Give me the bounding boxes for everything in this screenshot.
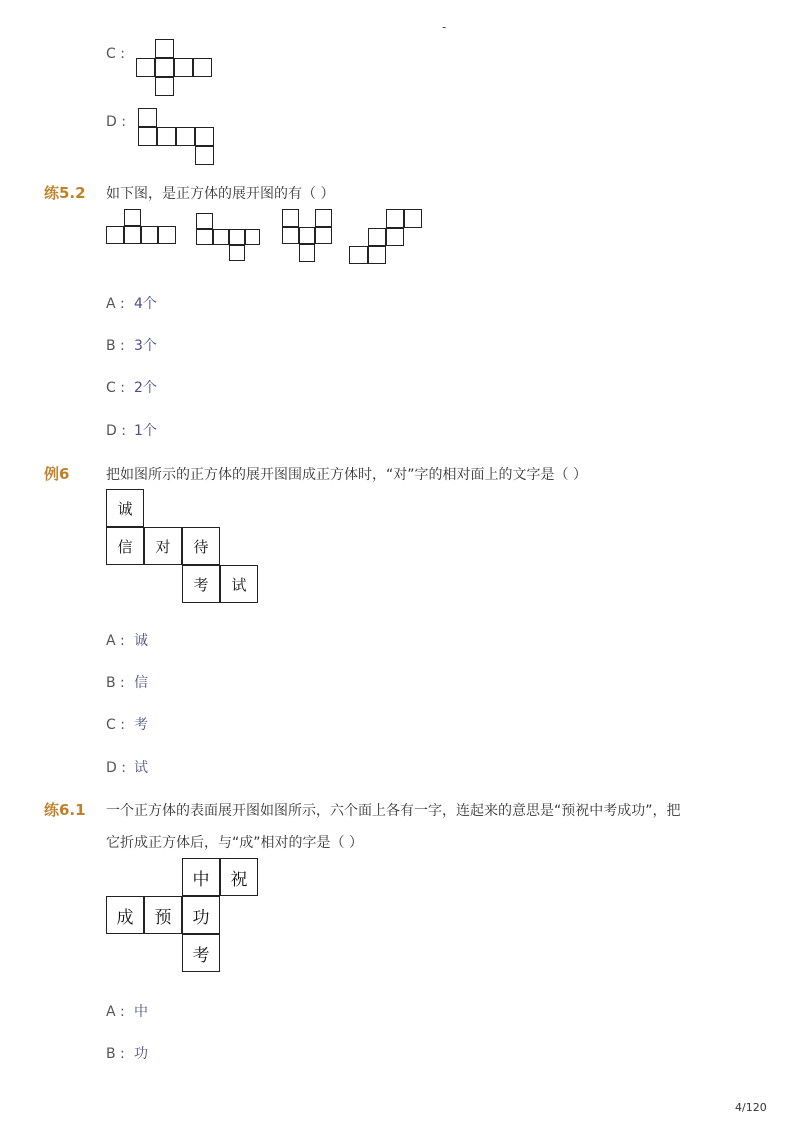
option-c[interactable]: C : 2个 (106, 380, 157, 396)
option-d[interactable]: D : 1个 (106, 423, 157, 439)
question-label: 例6 (44, 465, 70, 483)
option-c-label: C : (106, 46, 125, 62)
header-mark: - (442, 20, 447, 34)
net-cell: 待 (182, 527, 220, 565)
option-a[interactable]: A : 诚 (106, 633, 148, 649)
net-cell: 预 (144, 896, 182, 934)
option-b[interactable]: B : 信 (106, 675, 148, 691)
question-text-line1: 一个正方体的表面展开图如图所示，六个面上各有一字，连起来的意思是“预祝中考成功”，把 (106, 803, 681, 819)
option-a[interactable]: A : 4个 (106, 296, 157, 312)
net-cell: 祝 (220, 858, 258, 896)
net-cell: 诚 (106, 489, 144, 527)
option-a[interactable]: A : 中 (106, 1004, 148, 1020)
option-b[interactable]: B : 功 (106, 1046, 148, 1062)
question-label: 练5.2 (44, 184, 86, 202)
question-label: 练6.1 (44, 801, 86, 819)
option-c[interactable]: C : 考 (106, 717, 148, 733)
question-text-line2: 它折成正方体后，与“成”相对的字是（ ） (106, 835, 363, 851)
question-text: 如下图，是正方体的展开图的有（ ） (106, 186, 335, 202)
net-cell: 信 (106, 527, 144, 565)
net-cell: 中 (182, 858, 220, 896)
page-number: 4/120 (735, 1101, 767, 1114)
net-cell: 考 (182, 565, 220, 603)
option-d-label: D : (106, 114, 126, 130)
net-cell: 成 (106, 896, 144, 934)
option-b[interactable]: B : 3个 (106, 338, 157, 354)
net-cell: 功 (182, 896, 220, 934)
option-d[interactable]: D : 试 (106, 760, 148, 776)
net-cell: 试 (220, 565, 258, 603)
question-text: 把如图所示的正方体的展开图围成正方体时，“对”字的相对面上的文字是（ ） (106, 467, 587, 483)
net-cell: 考 (182, 934, 220, 972)
net-cell: 对 (144, 527, 182, 565)
